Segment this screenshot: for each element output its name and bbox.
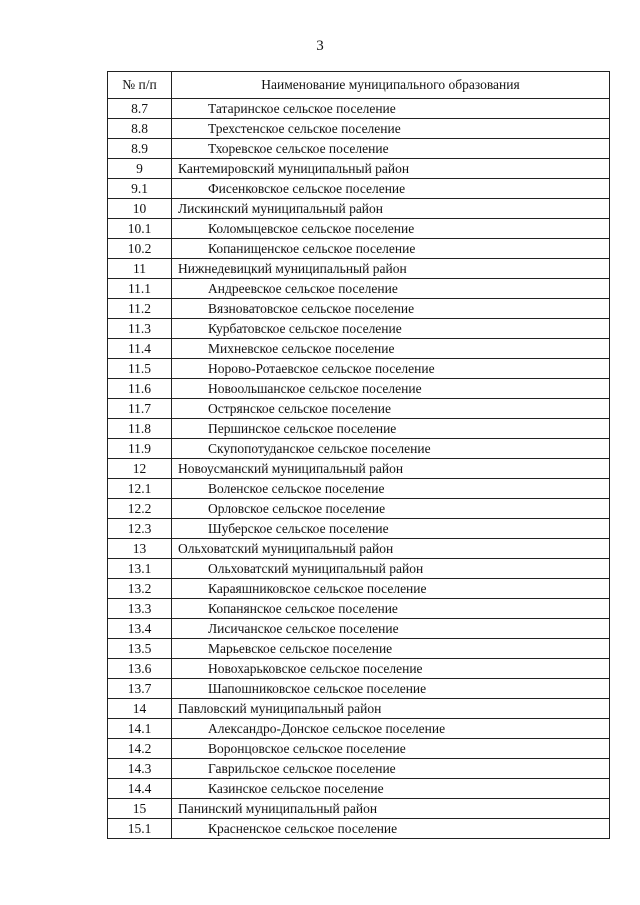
settlement-row	[108, 139, 610, 159]
row-number-cell: 10.2	[108, 239, 172, 259]
row-number-cell: 14.4	[108, 779, 172, 799]
row-number-cell: 13	[108, 539, 172, 559]
row-number-cell: 11.7	[108, 399, 172, 419]
row-name-cell: Воленское сельское поселение	[172, 479, 610, 499]
row-number-cell: 13.7	[108, 679, 172, 699]
settlement-row	[108, 819, 610, 839]
district-row	[108, 259, 610, 279]
settlement-row	[108, 179, 610, 199]
settlement-row	[108, 739, 610, 759]
settlement-row	[108, 519, 610, 539]
district-row	[108, 459, 610, 479]
row-number-cell: 11.6	[108, 379, 172, 399]
row-number-cell: 11.5	[108, 359, 172, 379]
settlement-row	[108, 579, 610, 599]
row-number-cell: 13.6	[108, 659, 172, 679]
row-name-cell: Нижнедевицкий муниципальный район	[172, 259, 610, 279]
row-number-cell: 13.2	[108, 579, 172, 599]
row-number-cell: 9.1	[108, 179, 172, 199]
header-number-cell: № п/п	[108, 72, 172, 99]
row-name-cell: Тхоревское сельское поселение	[172, 139, 610, 159]
settlement-row	[108, 359, 610, 379]
settlement-row	[108, 319, 610, 339]
row-name-cell: Коломыцевское сельское поселение	[172, 219, 610, 239]
row-name-cell: Копанищенское сельское поселение	[172, 239, 610, 259]
row-number-cell: 14.2	[108, 739, 172, 759]
settlement-row	[108, 439, 610, 459]
row-name-cell: Лисичанское сельское поселение	[172, 619, 610, 639]
settlement-row	[108, 219, 610, 239]
row-name-cell: Михневское сельское поселение	[172, 339, 610, 359]
settlement-row	[108, 379, 610, 399]
row-name-cell: Новохарьковское сельское поселение	[172, 659, 610, 679]
row-number-cell: 11.4	[108, 339, 172, 359]
settlement-row	[108, 479, 610, 499]
row-number-cell: 13.5	[108, 639, 172, 659]
row-number-cell: 14	[108, 699, 172, 719]
settlement-row	[108, 239, 610, 259]
row-number-cell: 15	[108, 799, 172, 819]
row-name-cell: Трехстенское сельское поселение	[172, 119, 610, 139]
header-name-cell: Наименование муниципального образования	[172, 72, 610, 99]
row-number-cell: 13.1	[108, 559, 172, 579]
settlement-row	[108, 599, 610, 619]
row-number-cell: 8.9	[108, 139, 172, 159]
row-number-cell: 11.8	[108, 419, 172, 439]
row-number-cell: 11.3	[108, 319, 172, 339]
row-number-cell: 11.9	[108, 439, 172, 459]
row-name-cell: Воронцовское сельское поселение	[172, 739, 610, 759]
settlement-row	[108, 419, 610, 439]
row-name-cell: Першинское сельское поселение	[172, 419, 610, 439]
settlement-row	[108, 279, 610, 299]
page-number: 3	[316, 38, 324, 54]
settlement-row	[108, 99, 610, 119]
settlement-row	[108, 679, 610, 699]
settlement-row	[108, 499, 610, 519]
row-name-cell: Панинский муниципальный район	[172, 799, 610, 819]
row-name-cell: Кантемировский муниципальный район	[172, 159, 610, 179]
settlement-row	[108, 639, 610, 659]
table-header-row	[108, 72, 610, 99]
row-name-cell: Ольховатский муниципальный район	[172, 539, 610, 559]
row-number-cell: 14.3	[108, 759, 172, 779]
row-name-cell: Новоольшанское сельское поселение	[172, 379, 610, 399]
settlement-row	[108, 779, 610, 799]
row-name-cell: Норово-Ротаевское сельское поселение	[172, 359, 610, 379]
district-row	[108, 539, 610, 559]
row-number-cell: 14.1	[108, 719, 172, 739]
district-row	[108, 199, 610, 219]
row-number-cell: 11	[108, 259, 172, 279]
row-number-cell: 13.4	[108, 619, 172, 639]
row-name-cell: Гаврильское сельское поселение	[172, 759, 610, 779]
row-number-cell: 11.1	[108, 279, 172, 299]
row-name-cell: Лискинский муниципальный район	[172, 199, 610, 219]
row-number-cell: 11.2	[108, 299, 172, 319]
row-name-cell: Марьевское сельское поселение	[172, 639, 610, 659]
row-name-cell: Орловское сельское поселение	[172, 499, 610, 519]
row-number-cell: 13.3	[108, 599, 172, 619]
row-name-cell: Александро-Донское сельское поселение	[172, 719, 610, 739]
row-name-cell: Караяшниковское сельское поселение	[172, 579, 610, 599]
settlement-row	[108, 559, 610, 579]
row-name-cell: Скупопотуданское сельское поселение	[172, 439, 610, 459]
row-name-cell: Вязноватовское сельское поселение	[172, 299, 610, 319]
row-name-cell: Фисенковское сельское поселение	[172, 179, 610, 199]
row-name-cell: Курбатовское сельское поселение	[172, 319, 610, 339]
row-name-cell: Ольховатский муниципальный район	[172, 559, 610, 579]
row-number-cell: 10	[108, 199, 172, 219]
table-body	[108, 72, 610, 839]
row-number-cell: 12	[108, 459, 172, 479]
settlement-row	[108, 119, 610, 139]
row-name-cell: Новоусманский муниципальный район	[172, 459, 610, 479]
row-number-cell: 9	[108, 159, 172, 179]
row-number-cell: 12.1	[108, 479, 172, 499]
row-number-cell: 8.7	[108, 99, 172, 119]
settlement-row	[108, 719, 610, 739]
district-row	[108, 799, 610, 819]
row-name-cell: Острянское сельское поселение	[172, 399, 610, 419]
settlement-row	[108, 619, 610, 639]
row-name-cell: Шуберское сельское поселение	[172, 519, 610, 539]
settlement-row	[108, 339, 610, 359]
row-name-cell: Красненское сельское поселение	[172, 819, 610, 839]
settlement-row	[108, 659, 610, 679]
row-name-cell: Андреевское сельское поселение	[172, 279, 610, 299]
row-name-cell: Копанянское сельское поселение	[172, 599, 610, 619]
row-number-cell: 12.2	[108, 499, 172, 519]
district-row	[108, 159, 610, 179]
row-name-cell: Шапошниковское сельское поселение	[172, 679, 610, 699]
settlement-row	[108, 399, 610, 419]
row-name-cell: Казинское сельское поселение	[172, 779, 610, 799]
row-number-cell: 12.3	[108, 519, 172, 539]
row-name-cell: Татаринское сельское поселение	[172, 99, 610, 119]
row-name-cell: Павловский муниципальный район	[172, 699, 610, 719]
settlement-row	[108, 299, 610, 319]
municipalities-table	[107, 71, 610, 839]
district-row	[108, 699, 610, 719]
row-number-cell: 15.1	[108, 819, 172, 839]
row-number-cell: 10.1	[108, 219, 172, 239]
row-number-cell: 8.8	[108, 119, 172, 139]
settlement-row	[108, 759, 610, 779]
